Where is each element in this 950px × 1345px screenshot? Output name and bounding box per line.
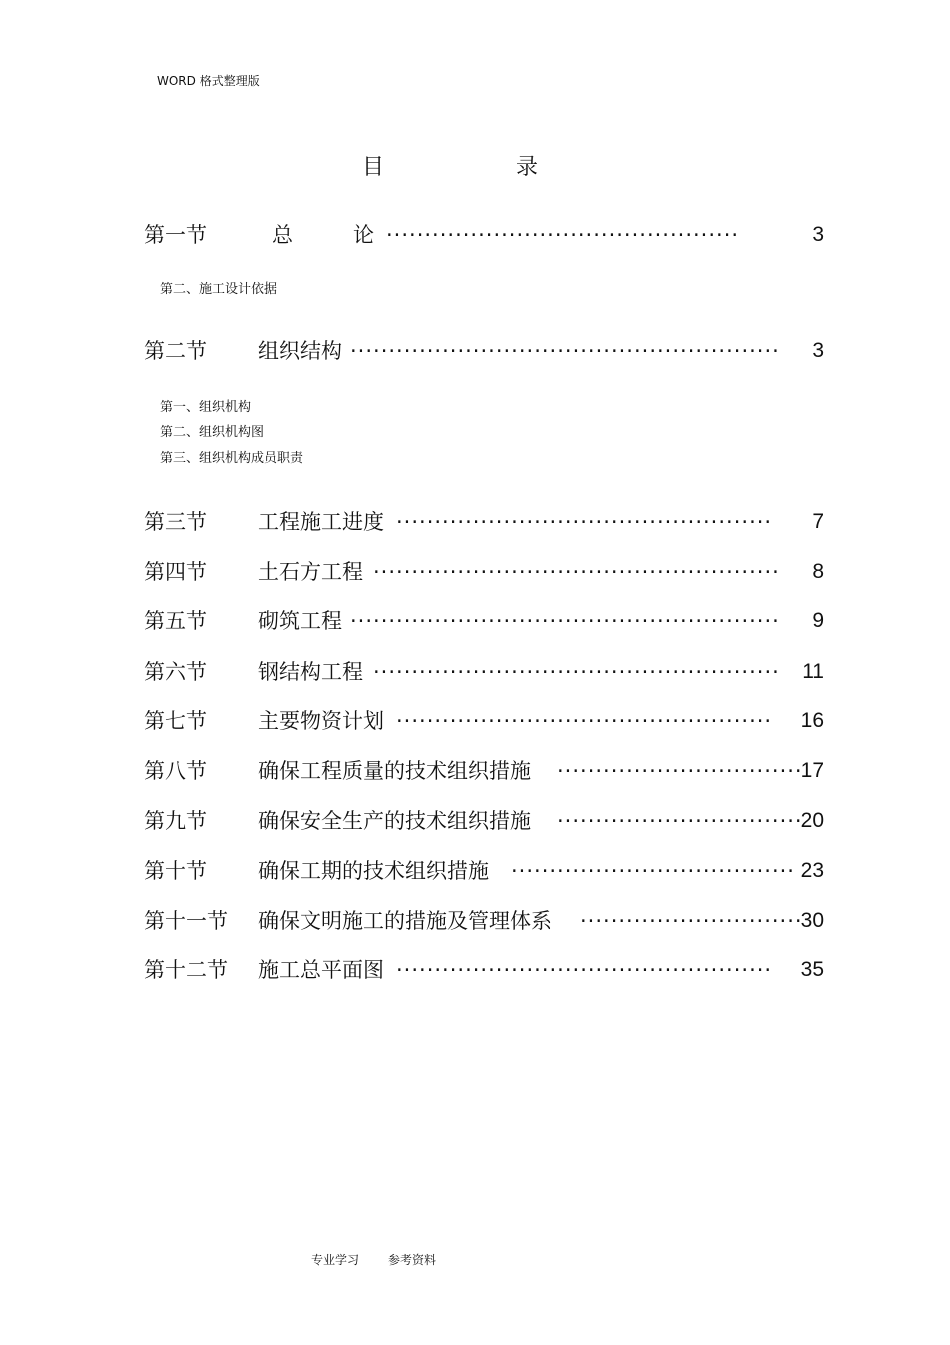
toc-entry-number: 第五节 bbox=[144, 609, 207, 633]
toc-entry-leader: ····················································· bbox=[373, 560, 780, 584]
toc-entry-leader: ································ bbox=[557, 759, 803, 783]
toc-entry-number: 第三节 bbox=[144, 510, 207, 534]
toc-entry-page: 23 bbox=[800, 859, 824, 882]
toc-entry-name: 组织结构 bbox=[258, 339, 342, 363]
toc-entry-name: 主要物资计划 bbox=[258, 709, 384, 733]
toc-entry-12[interactable] bbox=[144, 955, 824, 985]
toc-entry-leader: ························································ bbox=[350, 339, 780, 363]
toc-entry-leader: ·············································· bbox=[386, 223, 740, 247]
toc-entry-leader: ····················································· bbox=[373, 660, 780, 684]
toc-subentry[interactable]: 第二、组织机构图 bbox=[160, 425, 265, 440]
toc-entry-page: 7 bbox=[812, 510, 824, 533]
toc-entry-name: 确保文明施工的措施及管理体系 bbox=[258, 909, 552, 933]
toc-entry-name: 确保工程质量的技术组织措施 bbox=[258, 759, 531, 783]
toc-entry-name: 确保安全生产的技术组织措施 bbox=[258, 809, 531, 833]
toc-entry-name: 总 论 bbox=[272, 223, 380, 247]
toc-entry-number: 第一节 bbox=[144, 223, 207, 247]
toc-entry-page: 16 bbox=[800, 709, 824, 732]
toc-entry-2[interactable] bbox=[144, 336, 824, 366]
toc-entry-leader: ················································· bbox=[396, 709, 773, 733]
toc-subentry[interactable]: 第三、组织机构成员职责 bbox=[160, 451, 304, 466]
toc-entry-page: 3 bbox=[812, 339, 824, 362]
toc-entry-page: 8 bbox=[812, 560, 824, 583]
toc-entry-7[interactable] bbox=[144, 706, 824, 736]
toc-entry-name: 砌筑工程 bbox=[258, 609, 342, 633]
toc-entry-leader: ····························· bbox=[580, 909, 803, 933]
toc-subentry[interactable]: 第二、施工设计依据 bbox=[160, 282, 278, 297]
toc-entry-leader: ················································· bbox=[396, 510, 773, 534]
toc-entry-4[interactable] bbox=[144, 557, 824, 587]
toc-entry-11[interactable] bbox=[144, 906, 824, 936]
toc-entry-3[interactable] bbox=[144, 507, 824, 537]
toc-entry-number: 第十二节 bbox=[144, 958, 228, 982]
toc-entry-number: 第四节 bbox=[144, 560, 207, 584]
footer-left-text: 专业学习 bbox=[311, 1253, 360, 1267]
toc-entry-8[interactable] bbox=[144, 756, 824, 786]
toc-entry-leader: ························································ bbox=[350, 609, 780, 633]
toc-entry-page: 30 bbox=[800, 909, 824, 932]
toc-entry-1[interactable] bbox=[144, 220, 824, 250]
toc-entry-name: 工程施工进度 bbox=[258, 510, 384, 534]
toc-entry-number: 第六节 bbox=[144, 660, 207, 684]
toc-entry-page: 20 bbox=[800, 809, 824, 832]
footer-right-text: 参考资料 bbox=[388, 1253, 437, 1267]
toc-entry-number: 第八节 bbox=[144, 759, 207, 783]
toc-entry-name: 施工总平面图 bbox=[258, 958, 384, 982]
toc-entry-number: 第九节 bbox=[144, 809, 207, 833]
toc-entry-page: 17 bbox=[800, 759, 824, 782]
toc-entry-page: 11 bbox=[802, 660, 824, 683]
toc-title-left: 目 bbox=[362, 155, 385, 180]
toc-entry-name: 确保工期的技术组织措施 bbox=[258, 859, 489, 883]
toc-entry-leader: ································ bbox=[557, 809, 803, 833]
toc-entry-number: 第十节 bbox=[144, 859, 207, 883]
document-header: WORD 格式整理版 bbox=[157, 74, 260, 88]
toc-entry-leader: ····································· bbox=[511, 859, 795, 883]
toc-entry-leader: ················································· bbox=[396, 958, 773, 982]
toc-entry-name: 钢结构工程 bbox=[258, 660, 363, 684]
toc-entry-page: 9 bbox=[812, 609, 824, 632]
toc-entry-6[interactable] bbox=[144, 657, 824, 687]
toc-entry-number: 第二节 bbox=[144, 339, 207, 363]
toc-entry-10[interactable] bbox=[144, 856, 824, 886]
toc-entry-page: 35 bbox=[800, 958, 824, 981]
toc-entry-name: 土石方工程 bbox=[258, 560, 363, 584]
toc-entry-page: 3 bbox=[812, 223, 824, 246]
toc-entry-number: 第十一节 bbox=[144, 909, 228, 933]
toc-subentry[interactable]: 第一、组织机构 bbox=[160, 400, 252, 415]
toc-entry-number: 第七节 bbox=[144, 709, 207, 733]
toc-title-right: 录 bbox=[516, 155, 539, 180]
toc-entry-5[interactable] bbox=[144, 606, 824, 636]
toc-entry-9[interactable] bbox=[144, 806, 824, 836]
